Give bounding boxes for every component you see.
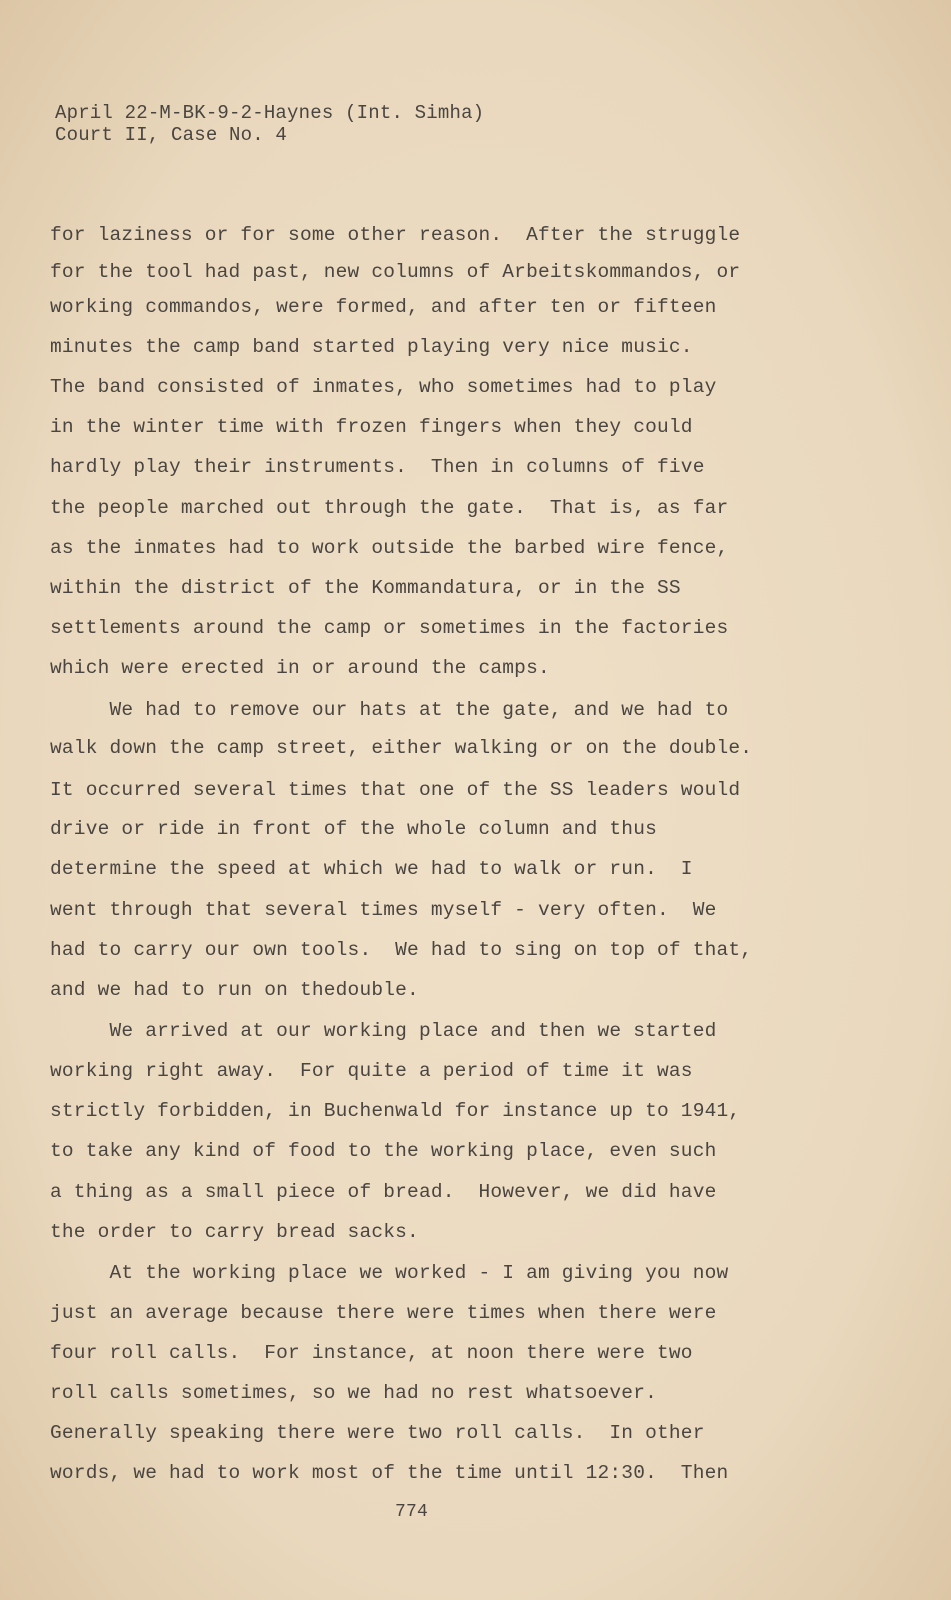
text-line: words, we had to work most of the time until 12:30. Then (50, 1462, 729, 1484)
text-line: At the working place we worked - I am giving you now (50, 1262, 729, 1284)
text-line: The band consisted of inmates, who sometimes had to play (50, 376, 717, 398)
text-line: as the inmates had to work outside the barbed wire fence, (50, 537, 729, 559)
text-line: It occurred several times that one of the SS leaders would (50, 779, 741, 801)
text-line: hardly play their instruments. Then in columns of five (50, 456, 705, 478)
text-line: four roll calls. For instance, at noon there were two (50, 1342, 693, 1364)
text-line: just an average because there were times when there were (50, 1302, 717, 1324)
text-line: the people marched out through the gate. That is, as far (50, 497, 729, 519)
text-line: went through that several times myself - very often. We (50, 899, 717, 921)
text-line: determine the speed at which we had to walk or run. I (50, 858, 693, 880)
text-line: Generally speaking there were two roll calls. In other (50, 1422, 705, 1444)
text-line: roll calls sometimes, so we had no rest whatsoever. (50, 1382, 657, 1404)
text-line: working commandos, were formed, and after ten or fifteen (50, 296, 717, 318)
page-number: 774 (395, 1502, 429, 1522)
text-line: which were erected in or around the camps. (50, 657, 550, 679)
text-line: a thing as a small piece of bread. However, we did have (50, 1181, 717, 1203)
header-line-1: April 22-M-BK-9-2-Haynes (Int. Simha) (55, 102, 485, 124)
text-line: within the district of the Kommandatura, or in the SS (50, 577, 681, 599)
text-line: We arrived at our working place and then we started (50, 1020, 717, 1042)
text-line: had to carry our own tools. We had to sing on top of that, (50, 939, 753, 961)
text-line: and we had to run on thedouble. (50, 979, 419, 1001)
text-line: working right away. For quite a period of time it was (50, 1060, 693, 1082)
text-line: strictly forbidden, in Buchenwald for instance up to 1941, (50, 1100, 741, 1122)
text-line: settlements around the camp or sometimes in the factories (50, 617, 729, 639)
text-line: for laziness or for some other reason. After the struggle (50, 224, 741, 246)
text-line: to take any kind of food to the working place, even such (50, 1140, 717, 1162)
text-line: walk down the camp street, either walking or on the double. (50, 737, 753, 759)
text-line: minutes the camp band started playing very nice music. (50, 336, 693, 358)
text-line: We had to remove our hats at the gate, and we had to (50, 699, 729, 721)
text-line: the order to carry bread sacks. (50, 1221, 419, 1243)
text-line: for the tool had past, new columns of Arbeitskommandos, or (50, 261, 741, 283)
text-line: drive or ride in front of the whole column and thus (50, 818, 657, 840)
text-line: in the winter time with frozen fingers when they could (50, 416, 693, 438)
header-line-2: Court II, Case No. 4 (55, 124, 288, 146)
